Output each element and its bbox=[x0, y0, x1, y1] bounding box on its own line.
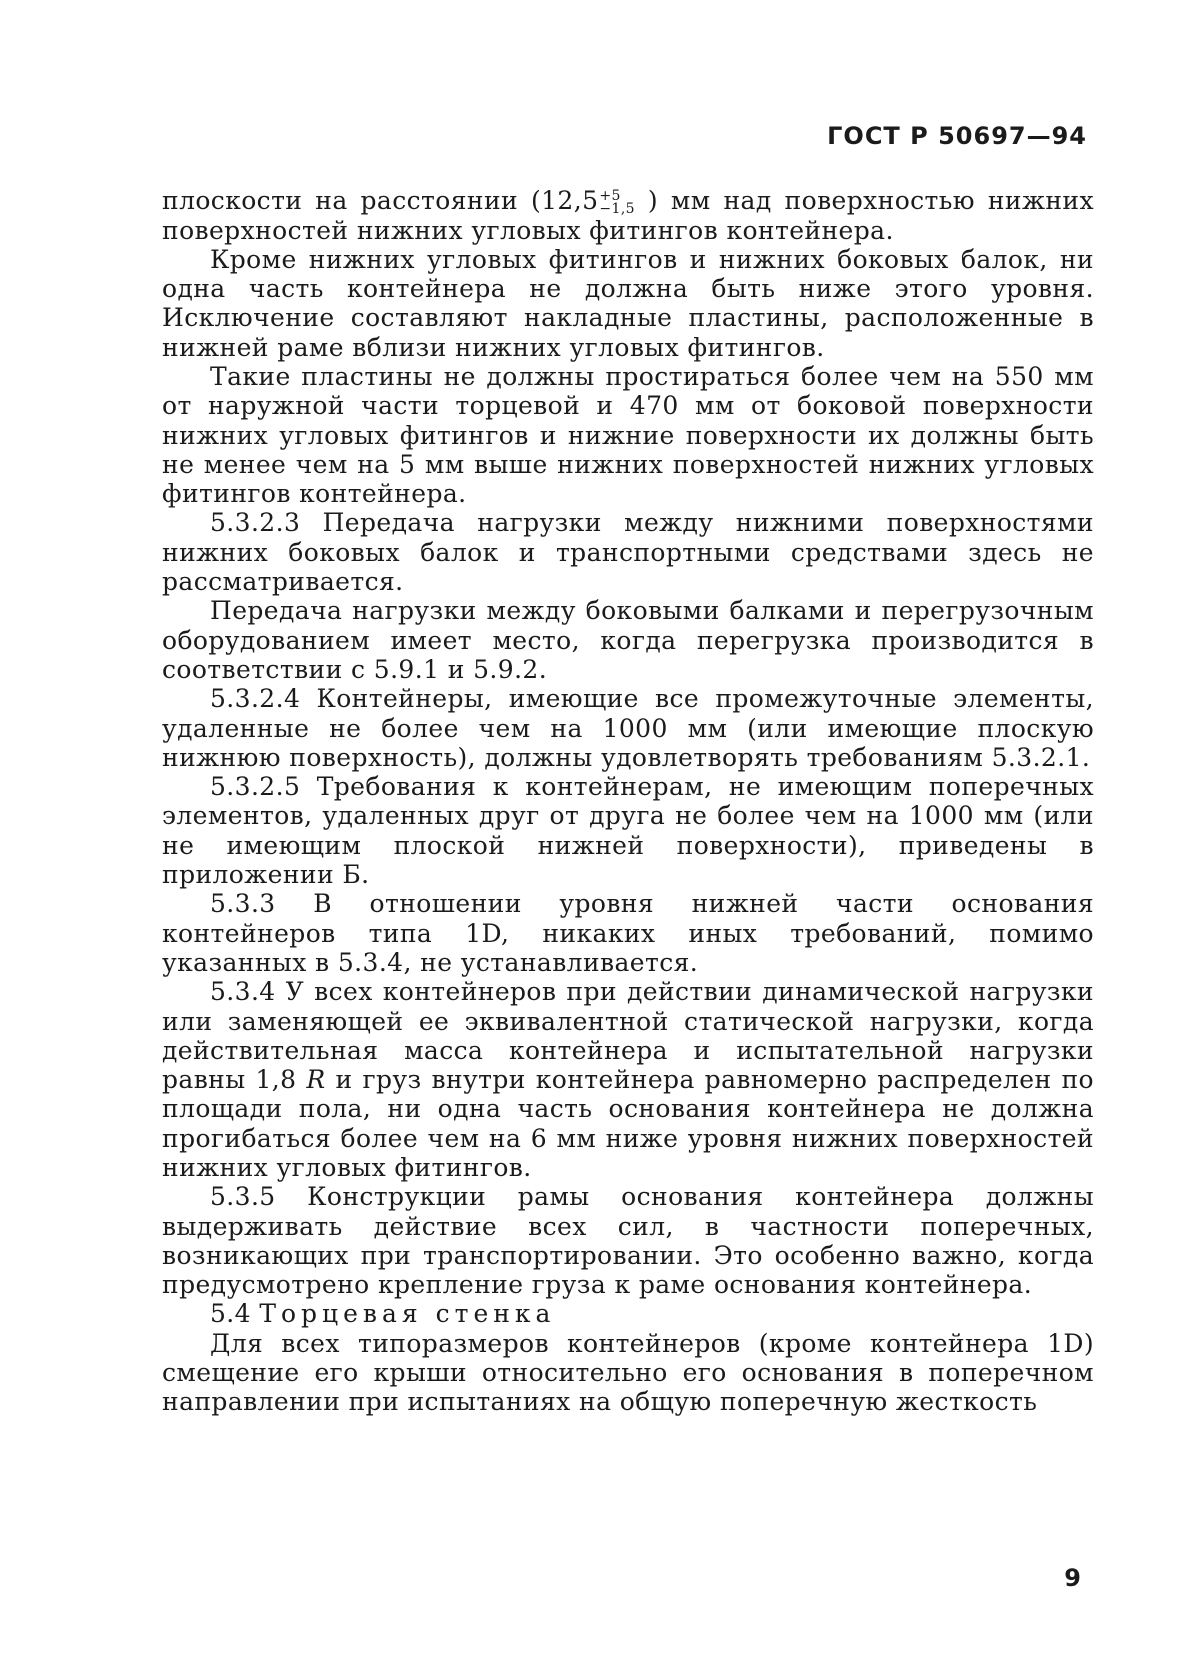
clause-5-3-4 bbox=[162, 977, 1094, 1182]
clause-5-3-4-start: 5.3.4 У всех контейнеров при действии динамической нагрузки или заменяющей ее эквивалентной статической нагрузки, когда действительная масса контейнера и испытательной нагрузки равны 1,8 bbox=[162, 977, 1094, 1095]
tolerance-lower: −1,5 bbox=[599, 200, 635, 217]
section-heading bbox=[162, 1299, 1094, 1328]
paragraph-1-start: плоскости на расстоянии (12,5 bbox=[162, 186, 599, 215]
page-number: 9 bbox=[1064, 1564, 1081, 1592]
paragraph-load-transfer: Передача нагрузки между боковыми балками и перегрузочным оборудованием имеет место, когда перегрузка производится в соответствии с 5.9.1 и 5.9.2. bbox=[162, 596, 1094, 684]
paragraph-1-end: ) мм над поверхностью нижних поверхностей нижних угловых фитингов контейнера. bbox=[162, 186, 1094, 245]
tolerance-fraction bbox=[599, 187, 635, 217]
paragraph-plates: Такие пластины не должны простираться более чем на 550 мм от наружной части торцевой и 470 мм от боковой поверхности нижних угловых фитингов и нижние поверхности их должны быть не менее чем на 5 мм выше нижних поверхностей нижних угловых фитингов контейнера. bbox=[162, 361, 1094, 509]
clause-5-3-2-4: 5.3.2.4 Контейнеры, имеющие все промежуточные элементы, удаленные не более чем на 1000 мм (или имеющие плоскую нижнюю поверхность), должны удовлетворять требованиям 5.3.2.1. bbox=[162, 684, 1094, 772]
symbol-r: R bbox=[306, 1065, 326, 1095]
section-title: Торцевая стенка bbox=[259, 1299, 556, 1329]
clause-5-3-4-end: и груз внутри контейнера равномерно распределен по площади пола, ни одна часть основания контейнера не должна прогибаться более чем на 6 мм ниже уровня нижних поверхностей нижних угловых фитингов. bbox=[162, 1065, 1094, 1182]
document-header: ГОСТ Р 50697—94 bbox=[827, 122, 1087, 150]
clause-5-3-2-5: 5.3.2.5 Требования к контейнерам, не имеющим поперечных элементов, удаленных друг от друга не более чем на 1000 мм (или не имеющим плоской нижней поверхности), приведены в приложении Б. bbox=[162, 772, 1094, 890]
clause-5-3-3: 5.3.3 В отношении уровня нижней части основания контейнеров типа 1D, никаких иных требований, помимо указанных в 5.3.4, не устанавливается. bbox=[162, 889, 1094, 977]
clause-5-3-5: 5.3.5 Конструкции рамы основания контейнера должны выдерживать действие всех сил, в частности поперечных, возникающих при транспортировании. Это особенно важно, когда предусмотрено крепление груза к раме основания контейнера. bbox=[162, 1182, 1094, 1300]
paragraph-exceptions: Кроме нижних угловых фитингов и нижних боковых балок, ни одна часть контейнера не должна быть ниже этого уровня. Исключение составляют накладные пластины, расположенные в нижней раме вблизи нижних угловых фитингов. bbox=[162, 244, 1094, 362]
section-number: 5.4 bbox=[210, 1299, 251, 1329]
paragraph-continuation bbox=[162, 186, 1094, 245]
body-text bbox=[162, 186, 1094, 1417]
clause-5-3-2-3: 5.3.2.3 Передача нагрузки между нижними поверхностями нижних боковых балок и транспортными средствами здесь не рассматривается. bbox=[162, 508, 1094, 597]
paragraph-end-wall: Для всех типоразмеров контейнеров (кроме контейнера 1D) смещение его крыши относительно его основания в поперечном направлении при испытаниях на общую поперечную жесткость bbox=[162, 1328, 1094, 1417]
tolerance-upper: +5 bbox=[599, 187, 621, 204]
